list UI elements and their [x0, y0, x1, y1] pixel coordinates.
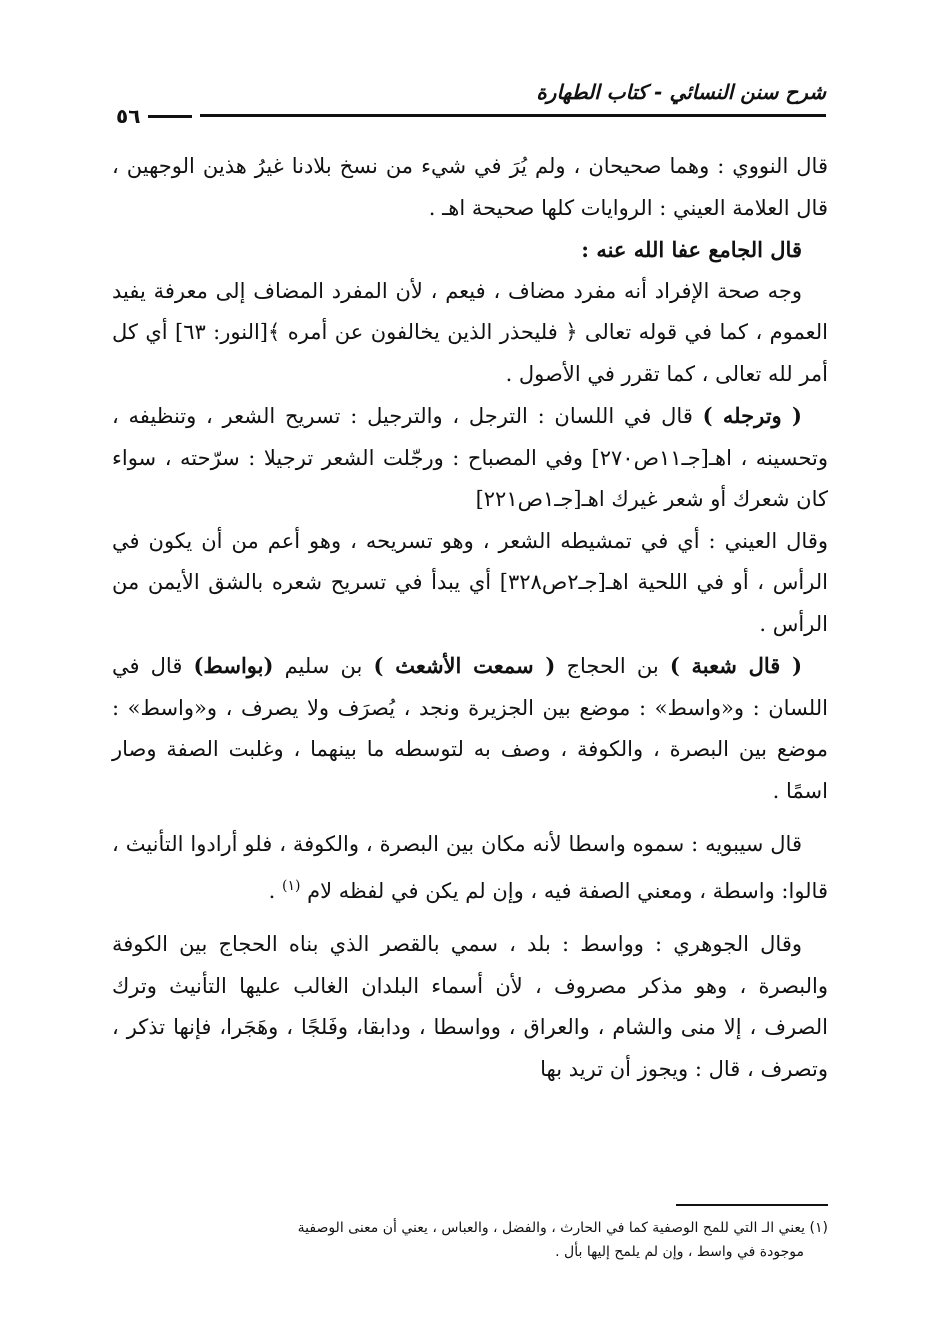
paragraph-jawhari: وقال الجوهري : وواسط : بلد ، سمي بالقصر الذي بناه الحجاج بين الكوفة والبصرة ، وهو مذكر مصروف ، لأن أسماء البلدان الغالب عليها التأنيث وترك الصرف ، إلا منى والشام ، والعراق ، وواسطا ، ودابقا، وفَلجًا ، وهَجَرا، فإنها تذكر ، وتصرف ، قال : ويجوز أن تريد بها [112, 932, 828, 1081]
page-number-rule [148, 115, 192, 118]
term-wasit: (بواسط) [193, 653, 274, 678]
paragraph-tarajjul [112, 395, 828, 521]
page-number: ٥٦ [116, 104, 141, 128]
paragraph-wasit-text: قال في اللسان : و«واسط» : موضع بين الجزيرة ونجد ، يُصرَف ولا يصرف ، و«واسط» : موضع بين البصرة ، والكوفة ، وصف به لتوسطه ما بينهما ، وغلبت الصفة وصار اسمًا . [112, 654, 828, 803]
main-text [112, 146, 828, 1090]
term-ashath: ( سمعت الأشعث ) [373, 653, 556, 678]
footnote-line-1: (١) يعني الـ التي للمح الوصفية كما في الحارث ، والفضل ، والعباس ، يعني أن معنى الوصفية [297, 1220, 828, 1236]
paragraph-sibawayh-end: . [268, 878, 282, 903]
page-number-block [108, 104, 200, 128]
page-header [112, 80, 826, 128]
term-tarajjul: ( وترجله ) [702, 403, 802, 428]
paragraph-wasit [112, 645, 828, 812]
section-heading: قال الجامع عفا الله عنه : [581, 237, 802, 262]
text-ibn-hajjaj: بن الحجاج [555, 654, 670, 678]
paragraph-sibawayh-text: قال سيبويه : سموه واسطا لأنه مكان بين البصرة ، والكوفة ، فلو أرادوا التأنيث ، قالوا: واسطة ، ومعني الصفة فيه ، وإن لم يكن في لفظه لام [112, 832, 828, 903]
paragraph-aini: وقال العيني : أي في تمشيطه الشعر ، وهو تسريحه ، وهو أعم من أن يكون في الرأس ، أو في اللحية اهـ[جـ٢ص٣٢٨] أي يبدأ في تسريح شعره بالشق الأيمن من الرأس . [112, 528, 828, 636]
paragraph-tarajjul-text: قال في اللسان : الترجل ، والترجيل : تسريح الشعر ، وتنظيفه ، وتحسينه ، اهـ[جـ١١ص٢٧٠] وفي المصباح : ورجّلت الشعر ترجيلا : سرّحته ، سواء كان شعرك أو شعر غيرك اهـ[جـ١ص٢٢١] [112, 404, 828, 511]
text-ibn-sulaym: بن سليم [273, 654, 374, 678]
paragraph-nawawi: قال النووي : وهما صحيحان ، ولم يُرَ في شيء من نسخ بلادنا غيرُ هذين الوجهين ، قال العلامة العيني : الروايات كلها صحيحة اهـ . [112, 154, 828, 220]
footnote-line-2: موجودة في واسط ، وإن لم يلمح إليها بأل . [555, 1244, 804, 1260]
paragraph-ifrad: وجه صحة الإفراد أنه مفرد مضاف ، فيعم ، لأن المفرد المضاف إلى معرفة يفيد العموم ، كما في قوله تعالى ﴿ فليحذر الذين يخالفون عن أمره ﴾[النور: ٦٣] أي كل أمر لله تعالى ، كما تقرر في الأصول . [112, 278, 829, 386]
footnote-ref: (١) [281, 877, 301, 894]
term-shuba: ( قال شعبة ) [669, 653, 803, 678]
running-title: شرح سنن النسائي - كتاب الطهارة [536, 80, 826, 104]
paragraph-sibawayh [112, 824, 828, 912]
header-rule [112, 114, 826, 117]
footnote-rule [676, 1204, 828, 1206]
footnote-text [112, 1216, 828, 1264]
